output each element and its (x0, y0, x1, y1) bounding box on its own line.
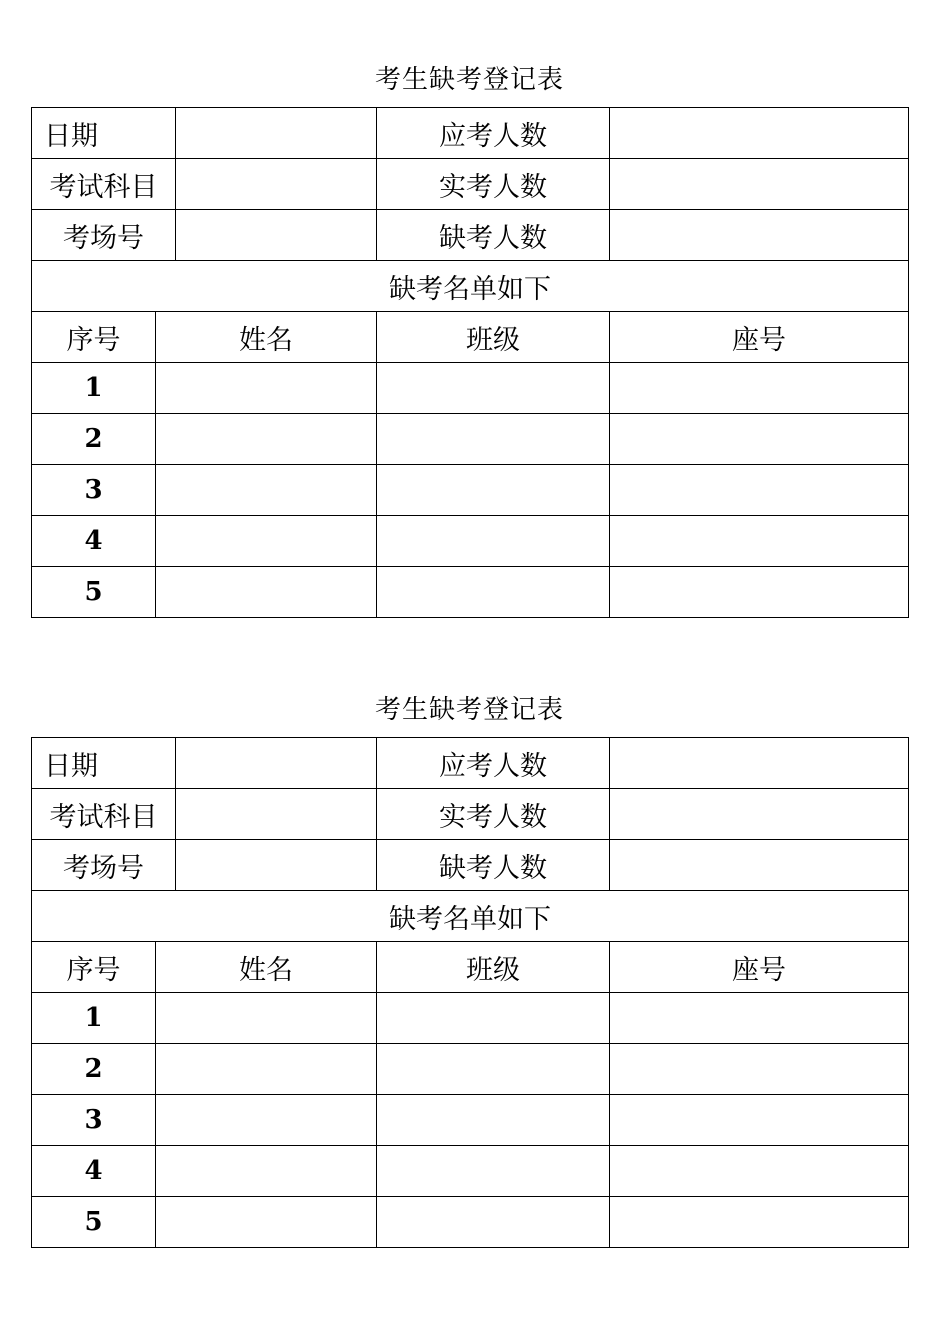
date-label: 日期 (32, 108, 176, 159)
seat-cell[interactable] (610, 1146, 909, 1197)
expected-count-label: 应考人数 (377, 108, 610, 159)
col-header-no: 序号 (32, 942, 156, 993)
class-cell[interactable] (377, 363, 610, 414)
info-row-subject (32, 789, 909, 840)
seat-cell[interactable] (610, 567, 909, 618)
table-row (32, 1095, 909, 1146)
expected-count-field[interactable] (610, 738, 909, 789)
table-row (32, 414, 909, 465)
absent-count-label: 缺考人数 (377, 210, 610, 261)
seat-cell[interactable] (610, 516, 909, 567)
col-header-seat: 座号 (610, 312, 909, 363)
class-cell[interactable] (377, 1146, 610, 1197)
name-cell[interactable] (156, 1044, 377, 1095)
col-header-name: 姓名 (156, 312, 377, 363)
seat-cell[interactable] (610, 1044, 909, 1095)
name-cell[interactable] (156, 1095, 377, 1146)
seat-cell[interactable] (610, 993, 909, 1044)
class-cell[interactable] (377, 1044, 610, 1095)
row-number: 4 (32, 516, 156, 567)
name-cell[interactable] (156, 1146, 377, 1197)
info-row-room (32, 840, 909, 891)
absent-count-field[interactable] (610, 210, 909, 261)
name-cell[interactable] (156, 516, 377, 567)
name-cell[interactable] (156, 1197, 377, 1248)
row-number: 1 (32, 363, 156, 414)
table-row (32, 993, 909, 1044)
subject-field[interactable] (176, 789, 377, 840)
col-header-class: 班级 (377, 312, 610, 363)
row-number: 4 (32, 1146, 156, 1197)
absent-count-label: 缺考人数 (377, 840, 610, 891)
row-number: 5 (32, 567, 156, 618)
class-cell[interactable] (377, 465, 610, 516)
actual-count-field[interactable] (610, 789, 909, 840)
table-row (32, 516, 909, 567)
name-cell[interactable] (156, 567, 377, 618)
subject-field[interactable] (176, 159, 377, 210)
date-field[interactable] (176, 108, 377, 159)
absent-count-field[interactable] (610, 840, 909, 891)
name-cell[interactable] (156, 993, 377, 1044)
absence-form-2 (31, 686, 908, 1248)
table-row (32, 1197, 909, 1248)
class-cell[interactable] (377, 414, 610, 465)
actual-count-field[interactable] (610, 159, 909, 210)
table-row (32, 1146, 909, 1197)
section-header: 缺考名单如下 (32, 261, 909, 312)
room-label: 考场号 (32, 210, 176, 261)
class-cell[interactable] (377, 993, 610, 1044)
seat-cell[interactable] (610, 1197, 909, 1248)
room-label: 考场号 (32, 840, 176, 891)
class-cell[interactable] (377, 1197, 610, 1248)
date-field[interactable] (176, 738, 377, 789)
name-cell[interactable] (156, 363, 377, 414)
row-number: 1 (32, 993, 156, 1044)
class-cell[interactable] (377, 1095, 610, 1146)
row-number: 2 (32, 1044, 156, 1095)
expected-count-field[interactable] (610, 108, 909, 159)
class-cell[interactable] (377, 567, 610, 618)
name-cell[interactable] (156, 465, 377, 516)
date-label: 日期 (32, 738, 176, 789)
form-table (31, 737, 909, 1248)
col-header-name: 姓名 (156, 942, 377, 993)
section-header: 缺考名单如下 (32, 891, 909, 942)
info-row-subject (32, 159, 909, 210)
class-cell[interactable] (377, 516, 610, 567)
seat-cell[interactable] (610, 363, 909, 414)
form-title: 考生缺考登记表 (374, 695, 564, 725)
info-row-date (32, 108, 909, 159)
form-table (31, 107, 909, 618)
section-header-row (32, 261, 909, 312)
seat-cell[interactable] (610, 465, 909, 516)
form-title: 考生缺考登记表 (374, 65, 564, 95)
subject-label: 考试科目 (32, 159, 176, 210)
column-header-row (32, 312, 909, 363)
actual-count-label: 实考人数 (377, 159, 610, 210)
actual-count-label: 实考人数 (377, 789, 610, 840)
seat-cell[interactable] (610, 1095, 909, 1146)
table-row (32, 1044, 909, 1095)
row-number: 5 (32, 1197, 156, 1248)
row-number: 3 (32, 465, 156, 516)
row-number: 3 (32, 1095, 156, 1146)
absence-form-1 (31, 56, 908, 618)
room-field[interactable] (176, 210, 377, 261)
section-header-row (32, 891, 909, 942)
table-row (32, 567, 909, 618)
table-row (32, 465, 909, 516)
room-field[interactable] (176, 840, 377, 891)
col-header-seat: 座号 (610, 942, 909, 993)
column-header-row (32, 942, 909, 993)
row-number: 2 (32, 414, 156, 465)
table-row (32, 363, 909, 414)
info-row-date (32, 738, 909, 789)
info-row-room (32, 210, 909, 261)
subject-label: 考试科目 (32, 789, 176, 840)
expected-count-label: 应考人数 (377, 738, 610, 789)
col-header-no: 序号 (32, 312, 156, 363)
seat-cell[interactable] (610, 414, 909, 465)
col-header-class: 班级 (377, 942, 610, 993)
name-cell[interactable] (156, 414, 377, 465)
